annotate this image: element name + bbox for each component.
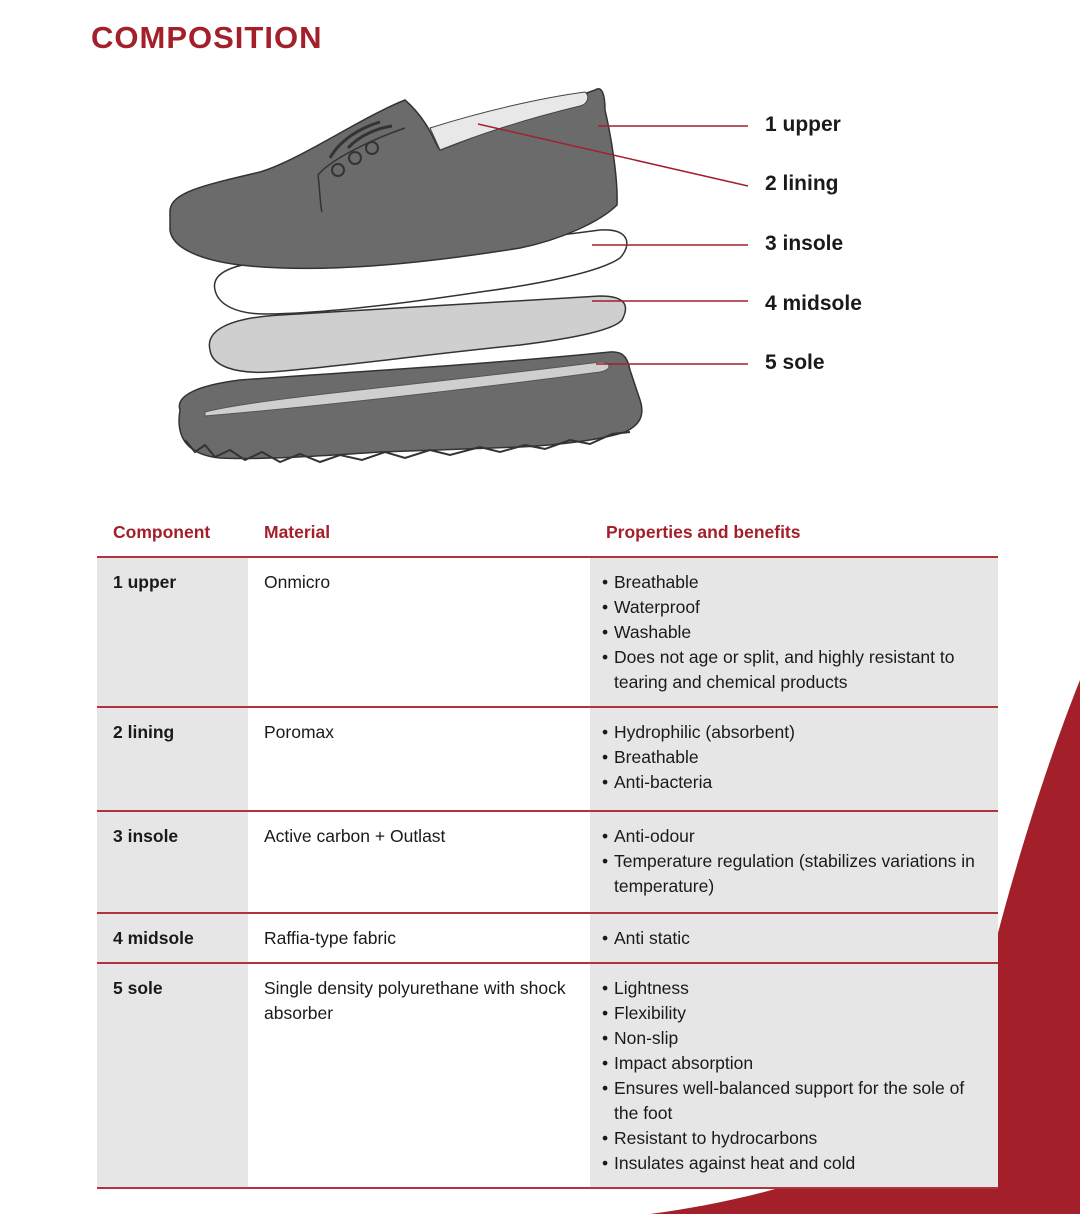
callout-label-sole: 5 sole <box>765 351 825 374</box>
material-cell: Single density polyurethane with shock absorber <box>248 963 590 1188</box>
material-cell: Poromax <box>248 707 590 811</box>
component-cell: 3 insole <box>97 811 248 913</box>
table-row <box>97 707 998 811</box>
header-properties: Properties and benefits <box>590 514 998 557</box>
shoe-exploded-diagram <box>0 0 1080 480</box>
callout-label-upper: 1 upper <box>765 113 841 136</box>
properties-cell <box>590 707 998 811</box>
property-item: • Temperature regulation (stabilizes variations in temperature) <box>602 849 986 899</box>
property-item: • Lightness <box>602 976 986 1001</box>
table-row <box>97 811 998 913</box>
component-cell: 2 lining <box>97 707 248 811</box>
material-cell: Raffia-type fabric <box>248 913 590 963</box>
property-item: • Anti static <box>602 926 986 951</box>
material-cell: Onmicro <box>248 557 590 707</box>
property-item: • Waterproof <box>602 595 986 620</box>
property-item: • Anti-bacteria <box>602 770 986 795</box>
callout-label-midsole: 4 midsole <box>765 292 862 315</box>
header-component: Component <box>97 514 248 557</box>
property-item: • Impact absorption <box>602 1051 986 1076</box>
property-item: • Anti-odour <box>602 824 986 849</box>
property-item: • Non-slip <box>602 1026 986 1051</box>
table-row <box>97 963 998 1188</box>
material-cell: Active carbon + Outlast <box>248 811 590 913</box>
property-item: • Does not age or split, and highly resistant to tearing and chemical products <box>602 645 986 695</box>
property-item: • Ensures well-balanced support for the sole of the foot <box>602 1076 986 1126</box>
properties-cell <box>590 811 998 913</box>
property-item: • Insulates against heat and cold <box>602 1151 986 1176</box>
callout-label-insole: 3 insole <box>765 232 844 255</box>
page-title: COMPOSITION <box>91 20 323 55</box>
property-item: • Resistant to hydrocarbons <box>602 1126 986 1151</box>
property-item: • Washable <box>602 620 986 645</box>
properties-cell <box>590 557 998 707</box>
composition-table <box>97 514 998 1189</box>
table-header-row <box>97 514 998 557</box>
header-material: Material <box>248 514 590 557</box>
property-item: • Flexibility <box>602 1001 986 1026</box>
component-cell: 4 midsole <box>97 913 248 963</box>
properties-cell <box>590 963 998 1188</box>
property-item: • Hydrophilic (absorbent) <box>602 720 986 745</box>
component-cell: 1 upper <box>97 557 248 707</box>
table-row <box>97 913 998 963</box>
component-cell: 5 sole <box>97 963 248 1188</box>
table-row <box>97 557 998 707</box>
property-item: • Breathable <box>602 570 986 595</box>
property-item: • Breathable <box>602 745 986 770</box>
properties-cell <box>590 913 998 963</box>
callout-label-lining: 2 lining <box>765 172 839 195</box>
